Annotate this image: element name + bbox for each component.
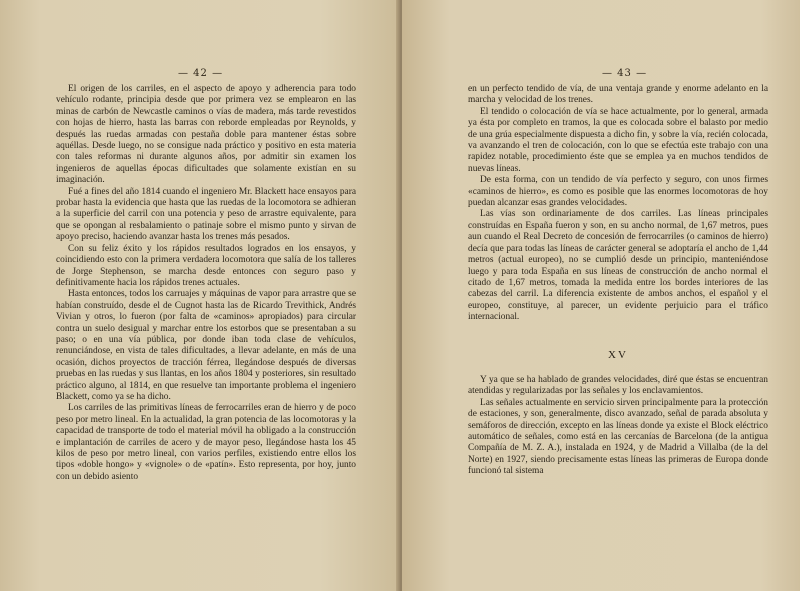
paragraph: El origen de los carriles, en el aspecto de apoyo y adherencia para todo vehículo rodante, principia desde que por primera vez se emplearon en las minas de carbón de Newcastle caminos o vías de madera, más tarde revestidos con hojas de hierro, hasta las barras con reborde empleadas por Reynolds, y después las ruedas armadas con pestaña doble para mantener éstas sobre aquéllas. Desde luego, no se consigue nada práctico y positivo en esta materia con tales reformas ni durante algunos años, por admitir sin examen los ingenieros de aquellas épocas dificultades que solamente existían en su imaginación.: [56, 84, 356, 186]
paragraph: en un perfecto tendido de vía, de una ventaja grande y enorme adelanto en la marcha y velocidad de los trenes.: [468, 84, 768, 106]
paragraph: De esta forma, con un tendido de vía perfecto y seguro, con unos firmes «caminos de hierro», es como es posible que las enormes locomotoras de hoy puedan alcanzar esas grandes velocidades.: [468, 175, 768, 209]
left-page-text: [56, 84, 356, 483]
page-number: — 42 —: [178, 68, 224, 79]
paragraph: El tendido o colocación de vía se hace actualmente, por lo general, armada ya ésta por completo en tramos, la que es colocada sobre el balasto por medio de una grúa especialmente dispuesta a dicho fin, y sobre la vía, recién colocada, va avanzando el tren de colocación, con lo que se efectúa este trabajo con una rapidez notable, procedimiento éste que se emplea ya en muchos tendidos de nuevas líneas.: [468, 106, 768, 174]
paragraph: Las señales actualmente en servicio sirven principalmente para la protección de estaciones, y son, generalmente, disco avanzado, señal de parada absoluta y semáforos de dirección, excepto en las líneas donde ya existe el Block eléctrico automático de señales, como está en las cercanías de Barcelona (de la antigua Compañía de M. Z. A.), instalada en 1924, y de Madrid a Villalba (de la del Norte) en 1927, siendo precisamente estas líneas las primeras de Europa donde funcionó tal sistema: [468, 397, 768, 477]
paragraph: Fué a fines del año 1814 cuando el ingeniero Mr. Blackett hace ensayos para probar hasta la evidencia que hasta que las ruedas de la locomotora se adhieran a la superficie del carril con una potencia y peso de arrastre equivalente, para que se opongan al resbalamiento o patinaje sobre el mismo punto y sirvan de apoyo preciso, haciendo avanzar hasta los trenes más pesados.: [56, 186, 356, 243]
right-page-text: [468, 84, 768, 478]
right-text-after-chapter: [468, 375, 768, 478]
right-text-before-chapter: [468, 84, 768, 324]
paragraph: Las vías son ordinariamente de dos carriles. Las líneas principales construídas en España fueron y son, en su ancho normal, de 1,67 metros, pues aun cuando el Real Decreto de concesión de ferrocarriles (o caminos de hierro) decía que para todas las líneas de carácter general se adoptaría el ancho de 1,44 metros (actual europeo), no se cumplió desde un principio, manteniéndose luego y para toda España en sus líneas de construcción de ancho normal el citado de 1,67 metros, tomada la medida entre los bordes interiores de las cabezas del carril. La diferencia existente de ambos anchos, el español y el europeo, constituye, al parecer, un evidente perjuicio para el tráfico internacional.: [468, 209, 768, 323]
page-number: — 43 —: [602, 68, 648, 79]
chapter-heading: XV: [608, 348, 628, 361]
paragraph: Y ya que se ha hablado de grandes velocidades, diré que éstas se encuentran atendidas y regularizadas por las señales y los enclavamientos.: [468, 374, 768, 397]
paragraph: Con su feliz éxito y los rápidos resultados logrados en los ensayos, y coincidiendo esto con la primera verdadera locomotora que salía de los talleres de Jorge Stephenson, se marcha desde entonces con seguro paso y definitivamente hacia los rápidos trenes actuales.: [56, 243, 356, 288]
paragraph: Hasta entonces, todos los carruajes y máquinas de vapor para arrastre que se habían construído, desde el de Cugnot hasta las de Ricardo Trevithick, Andrés Vivian y otros, lo fueron (por falta de «caminos» apropiados) para circular contra un suelo desigual y marchar entre los estorbos que se presentaban a su paso; o en una vía pública, por donde iban toda clase de vehículos, renunciándose, en vista de tales dificultades, a llevar adelante, en más de una ocasión, dichos proyectos de tracción férrea, llegándose después de diversas pruebas en las ruedas y sus llantas, en los años 1804 y posteriores, sin resultado práctico alguno, al 1814, en que resuelve tan importante problema el ingeniero Blackett, como ya se ha dicho.: [56, 289, 356, 402]
paragraph: Los carriles de las primitivas líneas de ferrocarriles eran de hierro y de poco peso por metro lineal. En la actualidad, la gran potencia de las locomotoras y la capacidad de transporte de todo el material móvil ha obligado a la construcción e implantación de carriles de acero y de mayor peso, llegándose hasta los 45 kilos de peso por metro lineal, con varios perfiles, existiendo entre ellos los tipos «doble hongo» y «vignole» o de «patín». Esto representa, por hoy, junto con un debido asiento: [56, 403, 356, 482]
right-page: [402, 0, 800, 591]
